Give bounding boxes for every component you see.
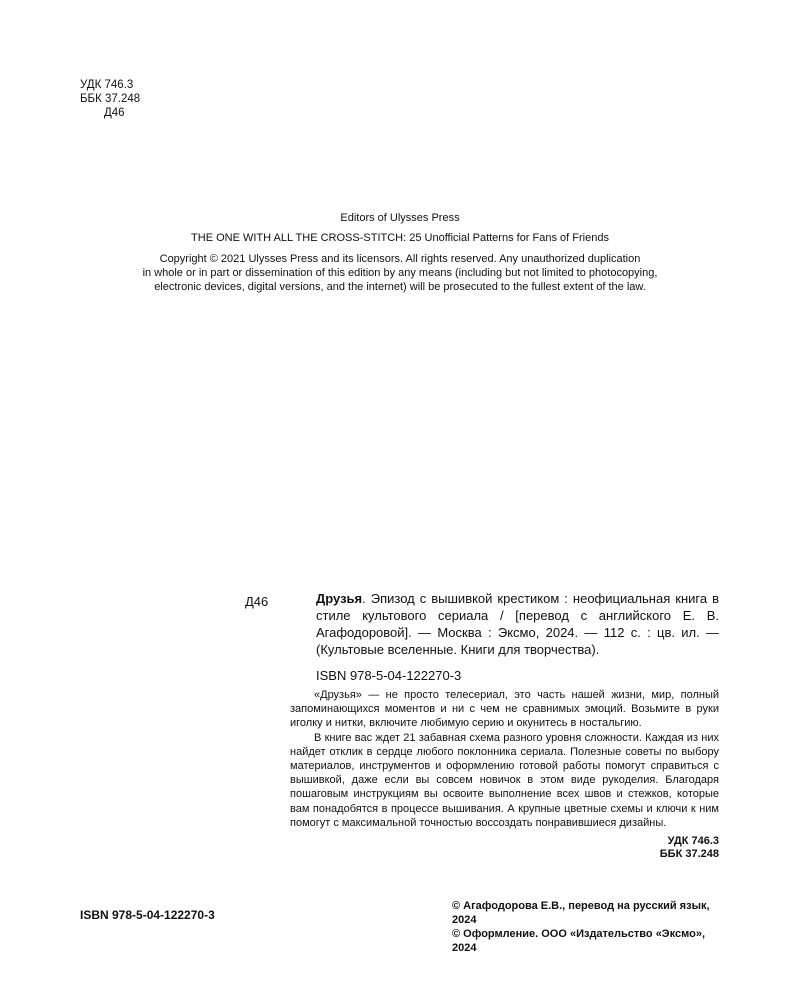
copyright-line: Copyright © 2021 Ulysses Press and its licensors. All rights reserved. Any unauthorized duplication [159, 253, 641, 265]
copyright-line: in whole or in part or dissemination of this edition by any means (including but not limited to photocopying, [142, 267, 658, 279]
copyright-line: electronic devices, digital versions, and the internet) will be prosecuted to the fullest extent of the law. [154, 281, 646, 293]
record-isbn: ISBN 978-5-04-122270-3 [316, 668, 462, 683]
footer-copyrights [452, 899, 720, 955]
author-mark: Д46 [104, 107, 125, 119]
copyright-translation: © Агафодорова Е.В., перевод на русский язык, 2024 [452, 900, 710, 926]
description-text: . Эпизод с вышивкой крестиком : неофициальная книга в стиле культового сериала / [перевод с английского Е. В. Агафодоровой]. — Москва : Эксмо, 2024. — 112 с. : цв. ил. — (Культовые вселенные. Книги для творчества). [316, 591, 719, 657]
annotation [290, 688, 719, 830]
original-title: THE ONE WITH ALL THE CROSS-STITCH: 25 Unofficial Patterns for Fans of Friends [191, 232, 609, 244]
top-classification [80, 78, 140, 120]
bbk-code: ББК 37.248 [80, 93, 141, 105]
original-copyright [100, 252, 700, 294]
udk-code-bottom: УДК 746.3 [667, 835, 719, 847]
annotation-paragraph: В книге вас ждет 21 забавная схема разного уровня сложности. Каждая из них найдет отклик в сердце любого поклонника сериала. Полезные советы по выбору материалов, инструментов и оформлению готовой работы помогут справиться с вышивкой, даже если вы совсем новичок в этом виде рукоделия. Благодаря пошаговым инструкциям вы освоите выполнение всех швов и стежков, которые вам понадобятся в процессе вышивания. А крупные цветные схемы и ключи к ним помогут с максимальной точностью воссоздать понравившиеся дизайны. [290, 731, 719, 829]
udk-code: УДК 746.3 [80, 79, 134, 91]
footer-isbn: ISBN 978-5-04-122270-3 [80, 908, 215, 922]
book-title: Друзья [316, 591, 363, 606]
bbk-code-bottom: ББК 37.248 [659, 848, 719, 860]
original-editors: Editors of Ulysses Press [340, 212, 460, 224]
bibliographic-description [316, 590, 719, 658]
record-author-mark: Д46 [245, 594, 269, 609]
annotation-paragraph: «Друзья» — не просто телесериал, это часть нашей жизни, мир, полный запоминающихся моментов и ни с чем не сравнимых эмоций. Возьмите в руки иголку и нитки, включите любимую серию и окунитесь в ностальгию. [290, 689, 719, 730]
copyright-design: © Оформление. ООО «Издательство «Эксмо», 2024 [452, 928, 705, 954]
bottom-classification [560, 835, 719, 861]
